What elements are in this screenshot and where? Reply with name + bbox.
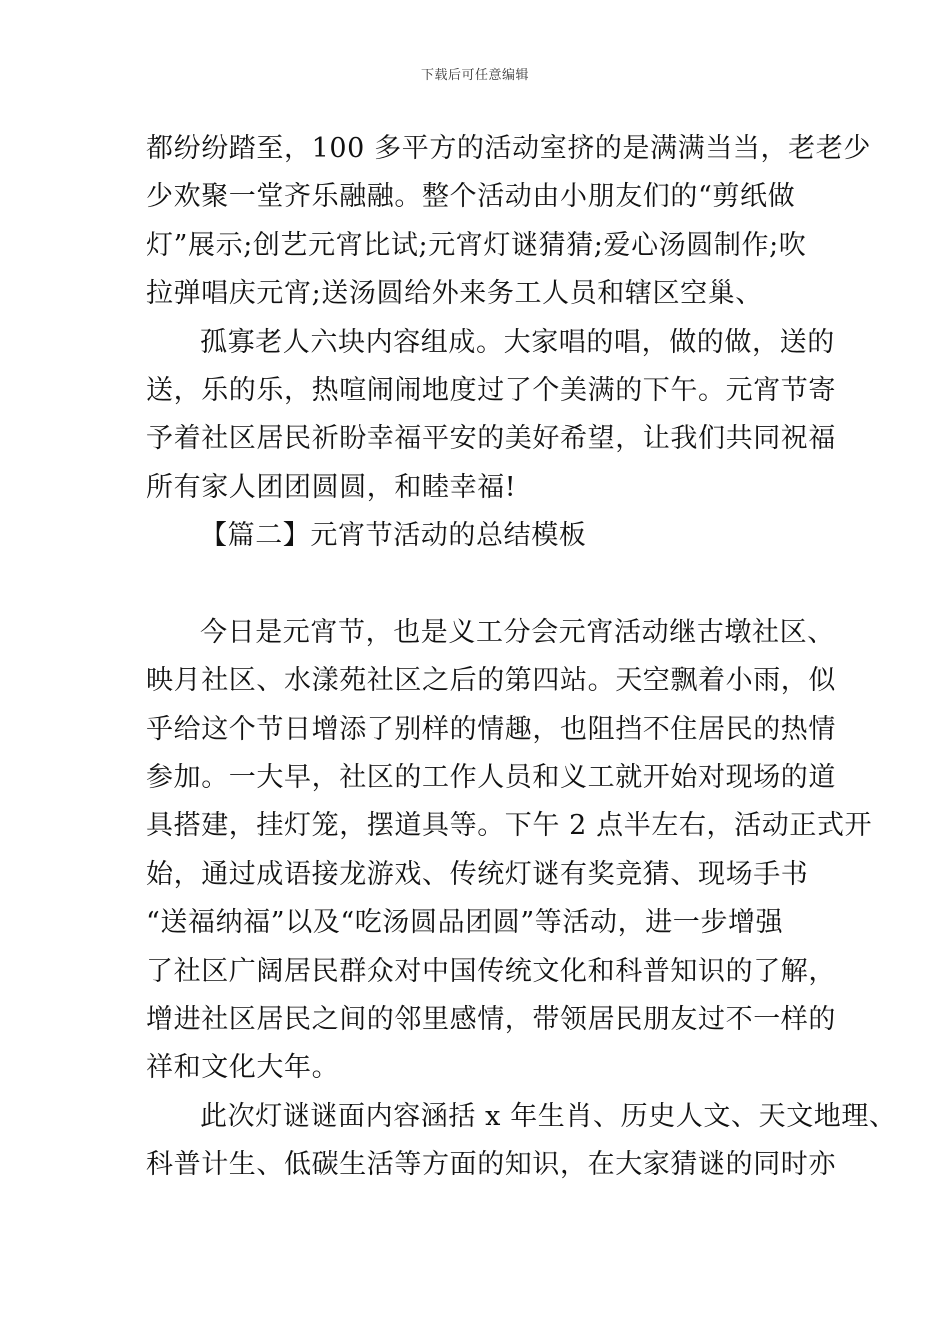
text-line: “送福纳福”以及“吃汤圆品团圆”等活动，进一步增强 — [146, 907, 784, 939]
text-line: 拉弹唱庆元宵;送汤圆给外来务工人员和辖区空巢、 — [146, 278, 763, 310]
text-line: 予着社区居民祈盼幸福平安的美好希望，让我们共同祝福 — [146, 423, 836, 455]
section-title: 【篇二】元宵节活动的总结模板 — [200, 520, 587, 552]
text-line: 祥和文化大年。 — [146, 1052, 340, 1084]
text-line: 增进社区居民之间的邻里感情，带领居民朋友过不一样的 — [146, 1004, 836, 1036]
text-line: 灯”展示;创艺元宵比试;元宵灯谜猜猜;爱心汤圆制作;吹 — [146, 229, 807, 261]
paragraph — [146, 609, 873, 1093]
text-line: 孤寡老人六块内容组成。大家唱的唱，做的做，送的 — [200, 326, 835, 358]
text-line: 送，乐的乐，热喧闹闹地度过了个美满的下午。元宵节寄 — [146, 374, 836, 406]
text-line: 始，通过成语接龙游戏、传统灯谜有奖竞猜、现场手书 — [146, 858, 809, 890]
blank-line — [146, 561, 836, 609]
document-body — [146, 125, 897, 1190]
paragraph — [146, 1093, 897, 1190]
text-line: 具搭建，挂灯笼，摆道具等。下午 2 点半左右，活动正式开 — [146, 810, 873, 842]
page-header-note: 下载后可任意编辑 — [420, 68, 529, 83]
paragraph — [146, 319, 836, 513]
text-line: 此次灯谜谜面内容涵括 x 年生肖、历史人文、天文地理、 — [200, 1100, 897, 1132]
text-line: 都纷纷踏至，100 多平方的活动室挤的是满满当当，老老少 — [146, 133, 871, 164]
paragraph — [146, 125, 871, 319]
text-line: 少欢聚一堂齐乐融融。整个活动由小朋友们的“剪纸做 — [146, 181, 796, 213]
text-line: 乎给这个节日增添了别样的情趣，也阻挡不住居民的热情 — [146, 713, 836, 745]
text-line: 所有家人团团圆圆，和睦幸福! — [146, 471, 517, 503]
text-line: 了社区广阔居民群众对中国传统文化和科普知识的了解， — [146, 955, 836, 987]
text-line: 映月社区、水漾苑社区之后的第四站。天空飘着小雨，似 — [146, 665, 836, 697]
text-line: 今日是元宵节，也是义工分会元宵活动继古墩社区、 — [200, 616, 835, 648]
text-line: 科普计生、低碳生活等方面的知识，在大家猜谜的同时亦 — [146, 1149, 836, 1181]
text-line: 参加。一大早，社区的工作人员和义工就开始对现场的道 — [146, 762, 836, 794]
